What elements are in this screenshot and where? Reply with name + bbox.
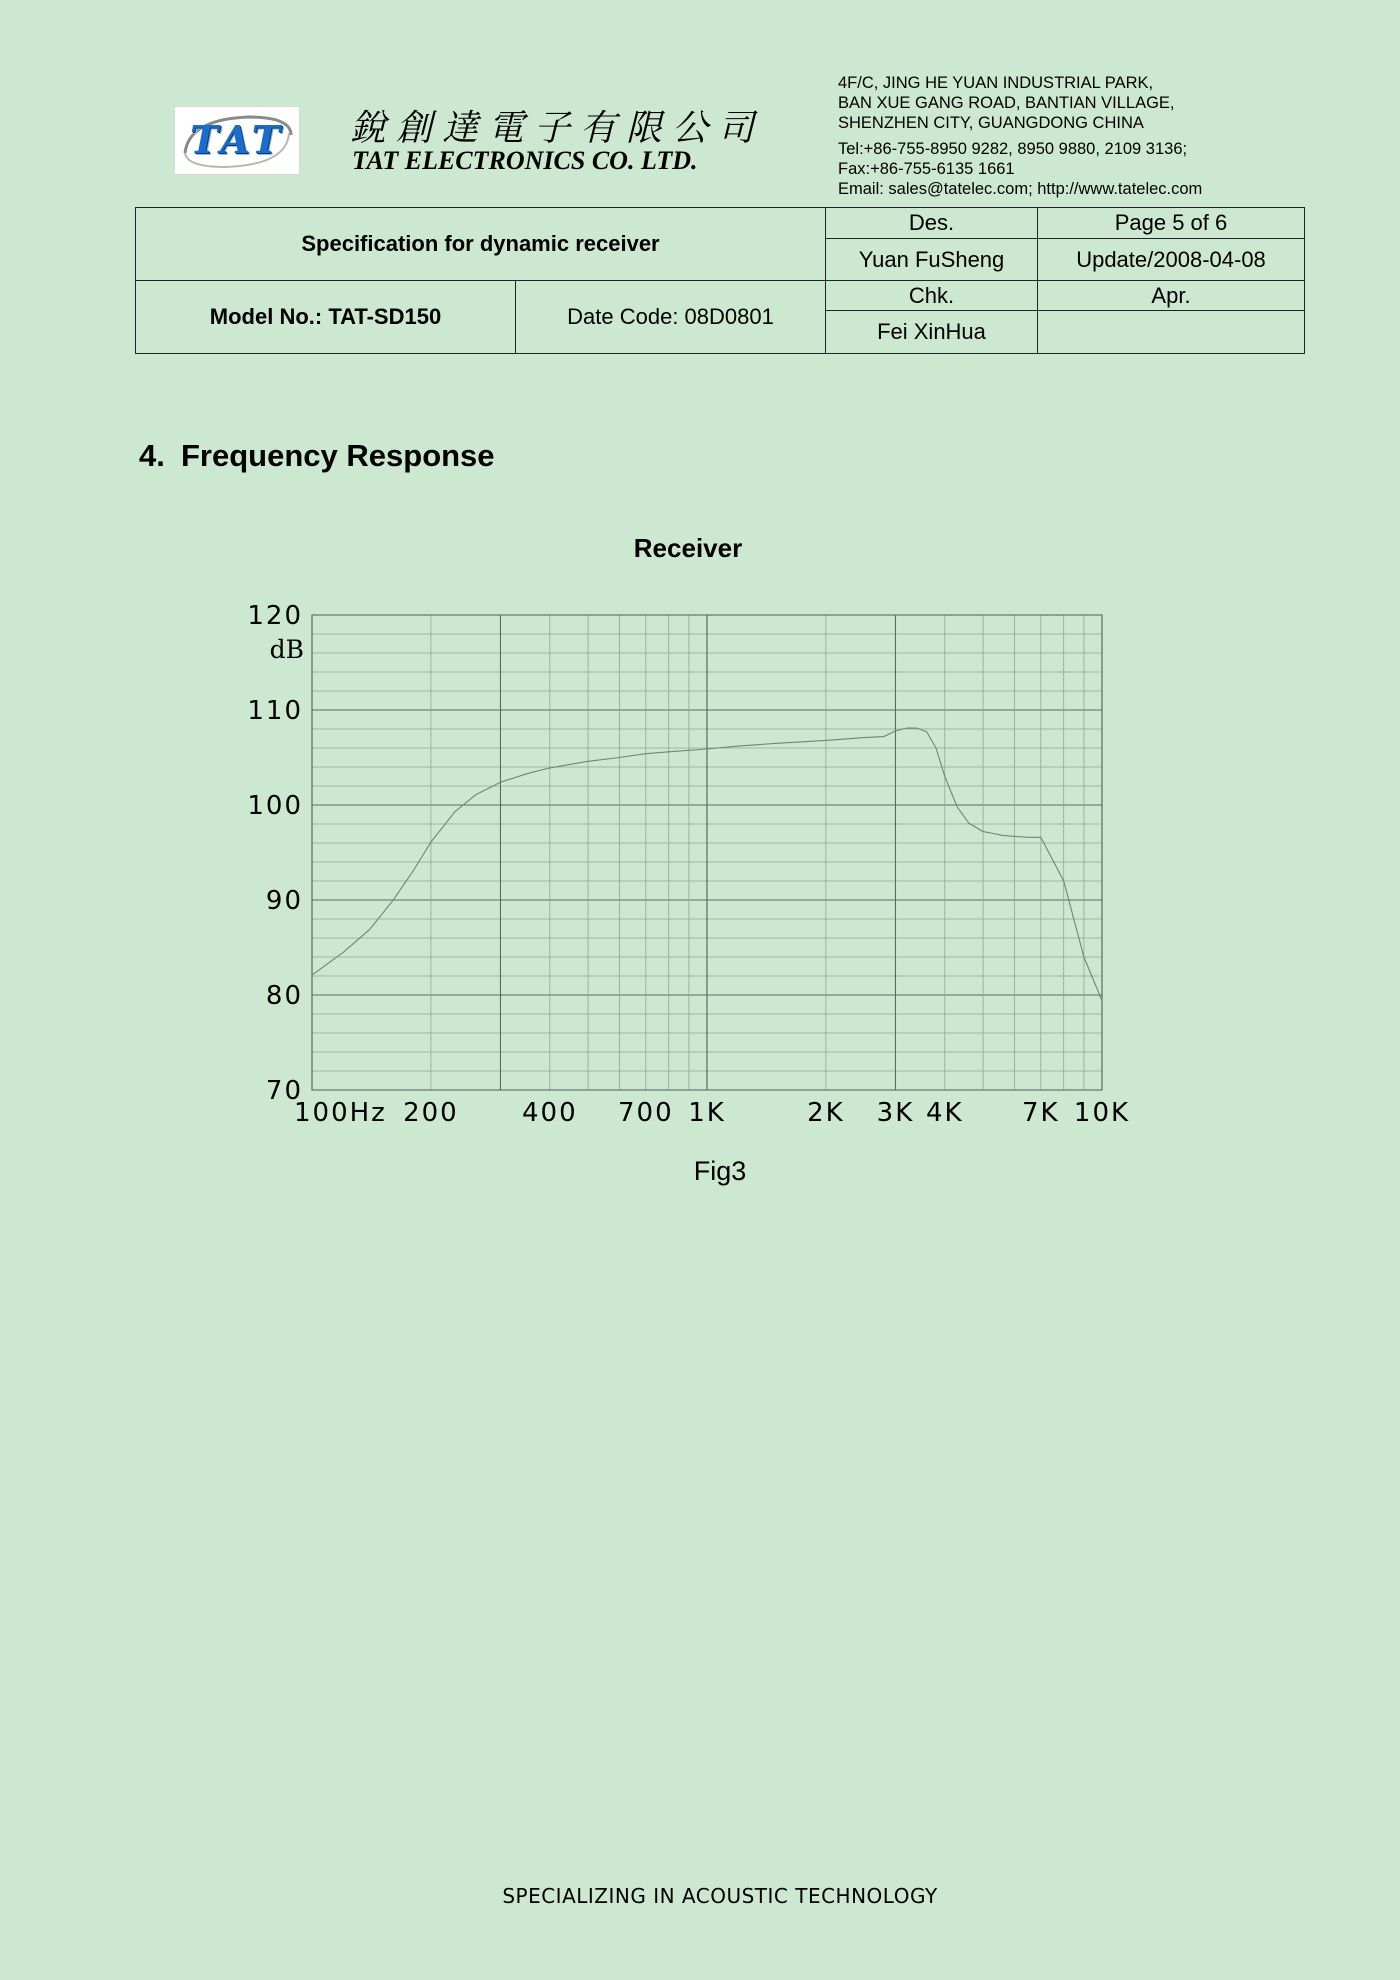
x-tick-label: 400 [521, 1098, 578, 1128]
x-tick-label: 7K [1022, 1098, 1060, 1128]
designer-label: Des. [826, 208, 1038, 239]
x-tick-label: 1K [688, 1098, 726, 1128]
address-line: SHENZHEN CITY, GUANGDONG CHINA [838, 114, 1144, 132]
page-number: Page 5 of 6 [1038, 208, 1305, 239]
company-name-english: TAT ELECTRONICS CO. LTD. [352, 146, 698, 175]
company-name-chinese: 銳創達電子有限公司 [350, 108, 765, 149]
page-footer: SPECIALIZING IN ACOUSTIC TECHNOLOGY [502, 1884, 938, 1908]
y-tick-label: 80 [265, 981, 303, 1011]
y-axis-label: dB [269, 635, 304, 664]
x-tick-label: 2K [807, 1098, 845, 1128]
contact-email: Email: sales@tatelec.com; http://www.tatelec.com [838, 180, 1203, 198]
contact-tel: Tel:+86-755-8950 9282, 8950 9880, 2109 3136; [838, 140, 1188, 158]
date-code: Date Code: 08D0801 [516, 281, 826, 354]
checker-label: Chk. [826, 281, 1038, 311]
x-tick-label: 10K [1073, 1098, 1131, 1128]
designer-name: Yuan FuSheng [826, 239, 1038, 281]
x-tick-label: 4K [926, 1098, 964, 1128]
contact-fax: Fax:+86-755-6135 1661 [838, 160, 1015, 178]
section-number: 4. [139, 438, 165, 473]
figure-caption: Fig3 [693, 1156, 747, 1186]
x-tick-label: 200 [403, 1098, 459, 1128]
checker-name: Fei XinHua [826, 311, 1038, 354]
update-date: Update/2008-04-08 [1038, 239, 1305, 281]
chart-grid [312, 615, 1102, 1090]
x-tick-label: 100Hz [294, 1098, 387, 1128]
y-tick-label: 110 [247, 696, 303, 726]
section-title: Frequency Response [181, 438, 495, 473]
y-tick-label: 70 [265, 1076, 303, 1106]
y-tick-label: 120 [247, 601, 303, 631]
model-number: Model No.: TAT-SD150 [136, 281, 516, 354]
chart-title: Receiver [633, 533, 743, 563]
address-line: BAN XUE GANG ROAD, BANTIAN VILLAGE, [838, 94, 1175, 112]
spec-title: Specification for dynamic receiver [136, 208, 826, 281]
approver-label: Apr. [1038, 281, 1305, 311]
logo-text: TAT [190, 117, 284, 162]
address-line: 4F/C, JING HE YUAN INDUSTRIAL PARK, [838, 74, 1154, 92]
x-tick-label: 3K [876, 1098, 915, 1128]
x-tick-label: 700 [617, 1098, 674, 1128]
y-tick-label: 90 [265, 886, 303, 916]
y-tick-label: 100 [247, 791, 303, 821]
